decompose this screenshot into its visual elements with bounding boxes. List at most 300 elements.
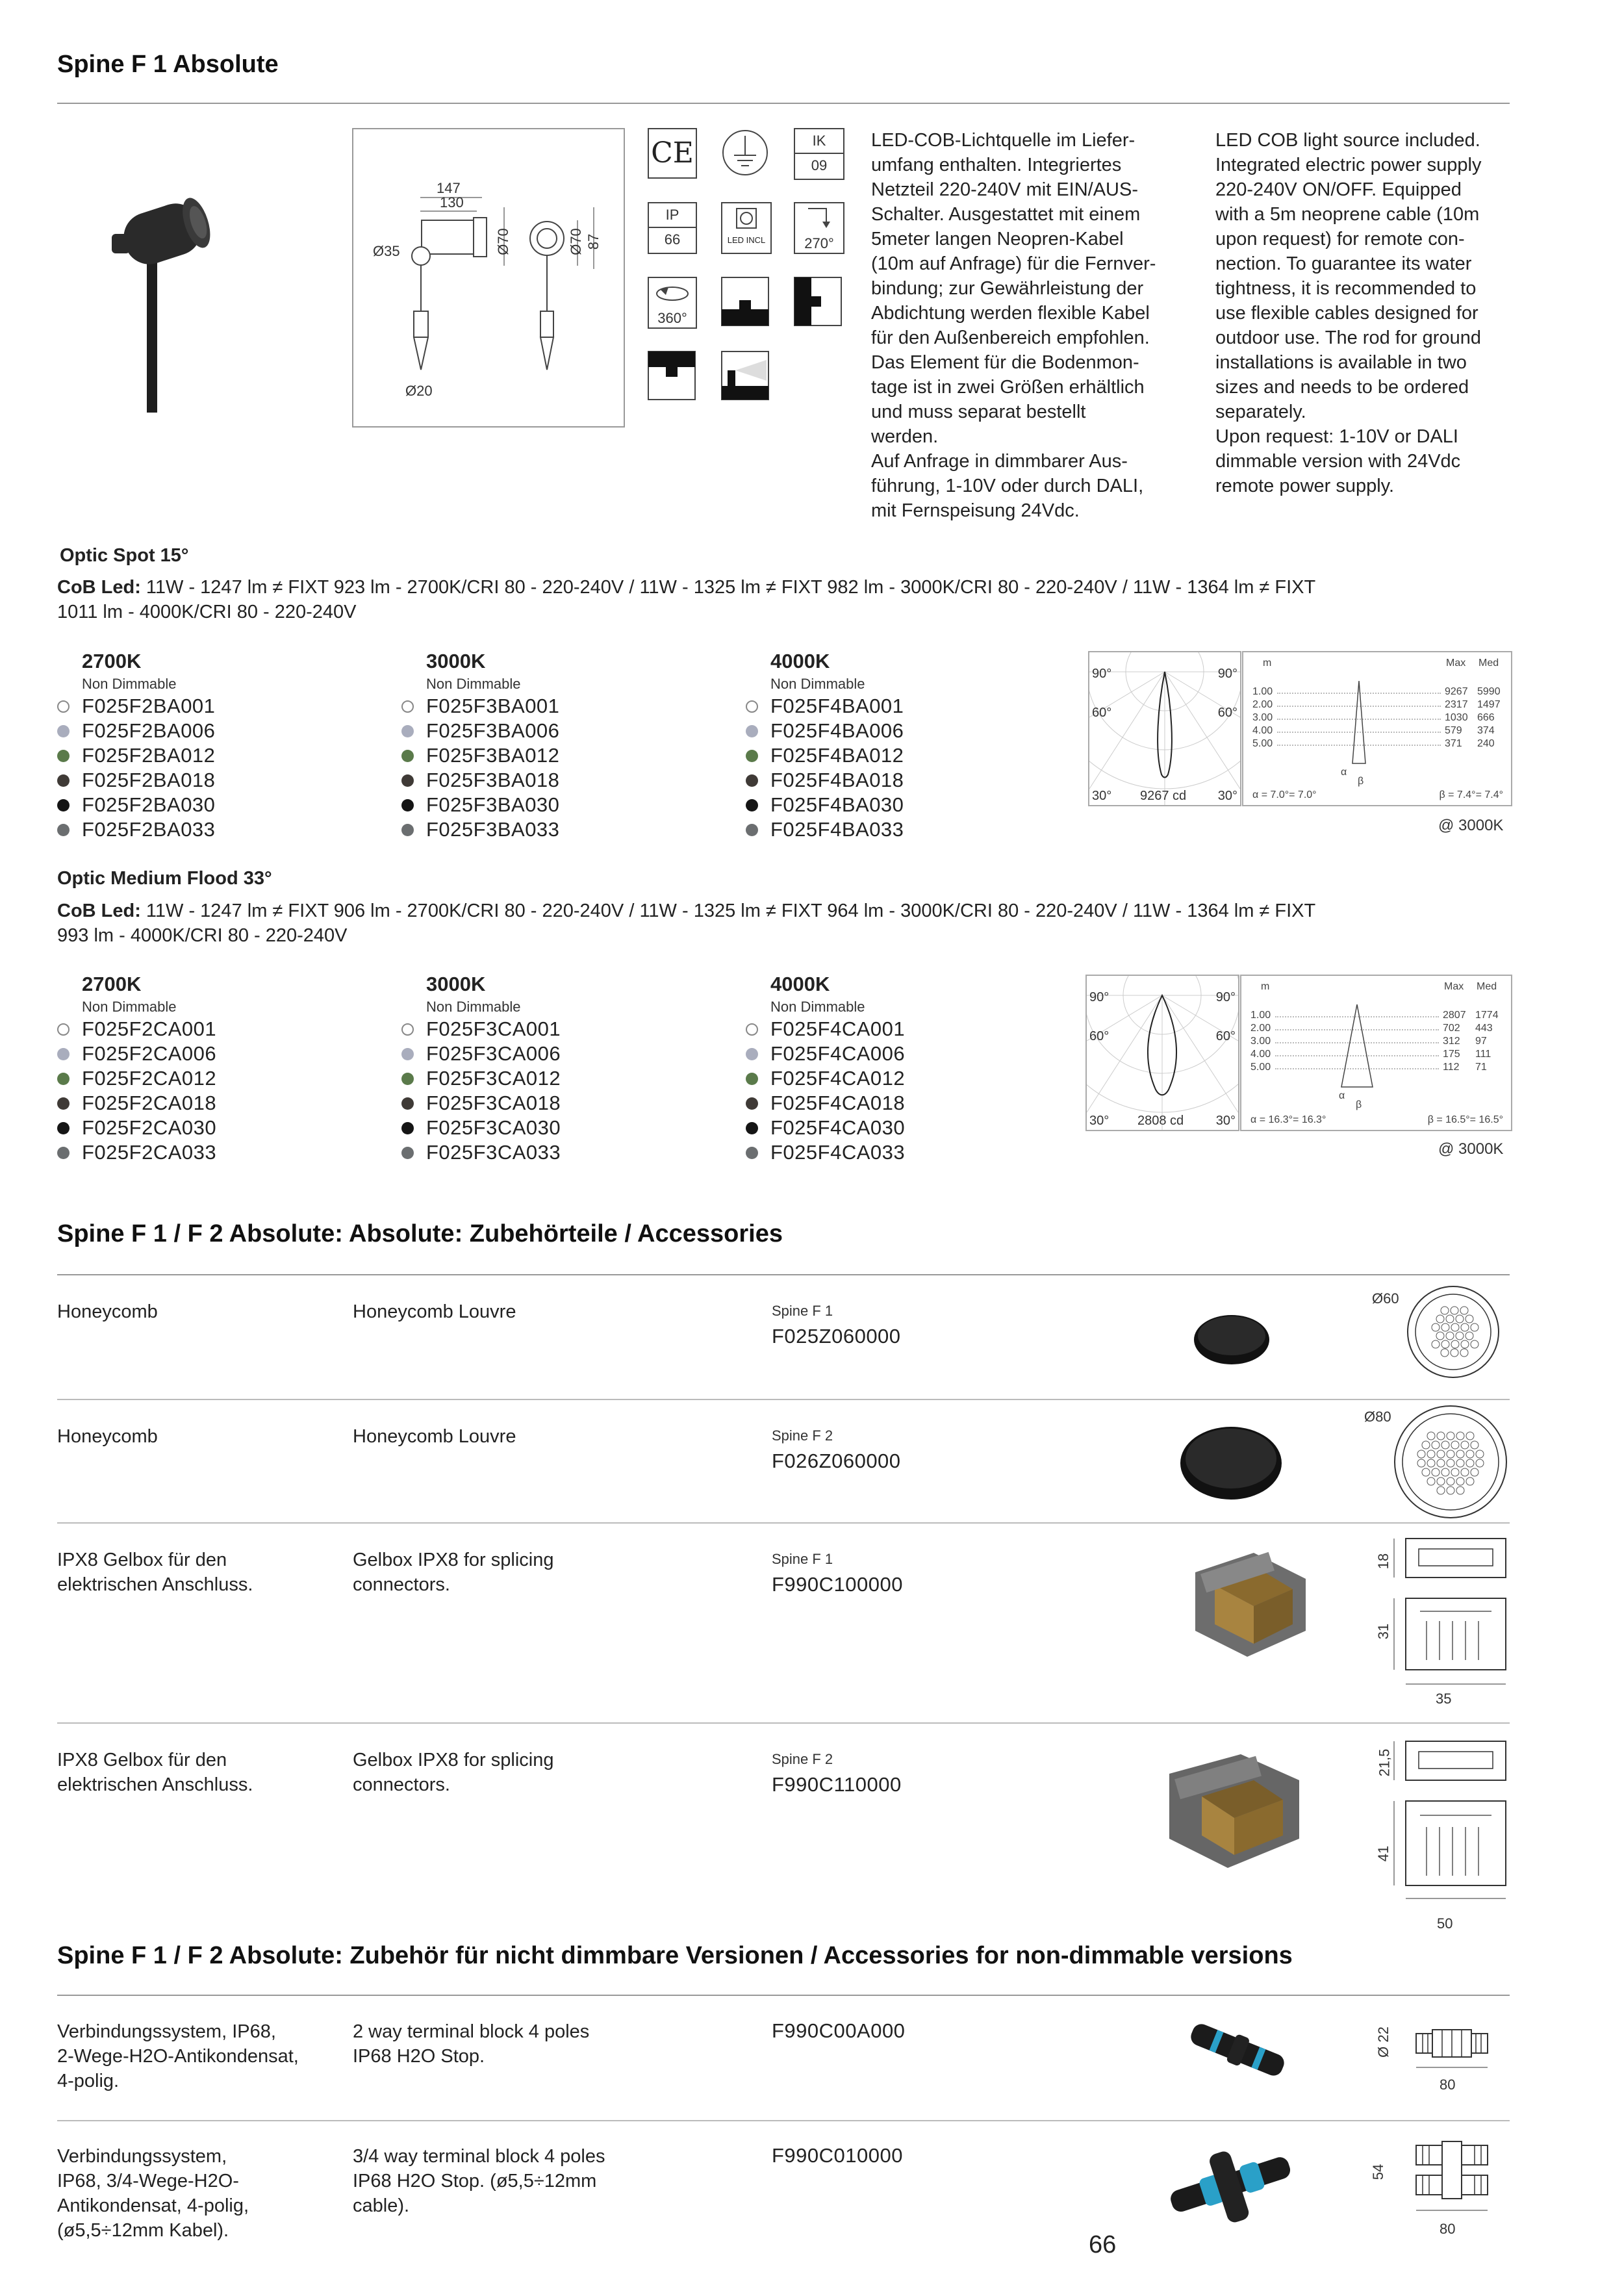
product-code-item xyxy=(57,719,215,743)
dim-label: Ø 22 xyxy=(1375,2026,1391,2058)
product-code-item xyxy=(57,1116,216,1140)
product-code-item xyxy=(401,1140,561,1165)
product-code: F025F2BA018 xyxy=(82,769,216,791)
acc-model: Spine F 2 xyxy=(772,1427,833,1444)
description-line: mit Fernspeisung 24Vdc. xyxy=(871,500,1080,521)
polar-diagram: 90° 90° 60° 60° 30° 30° 9267 cd xyxy=(1088,651,1241,806)
finish-color-swatch xyxy=(401,1023,414,1036)
table-distance: 5.00 xyxy=(1250,1062,1271,1073)
product-code: F025F4CA018 xyxy=(770,1092,906,1114)
beta-note: β = 16.5°= 16.5° xyxy=(1427,1114,1503,1125)
product-code: F025F2CA018 xyxy=(82,1092,217,1114)
description-line: separately. xyxy=(1215,402,1306,422)
product-code-item xyxy=(57,743,215,768)
terminal-block-drawing xyxy=(1397,2021,1507,2073)
dimming-label: Non Dimmable xyxy=(82,999,177,1015)
nd-code: F990C010000 xyxy=(772,2144,903,2167)
honeycomb-drawing xyxy=(1404,1283,1502,1381)
product-code: F025F2CA006 xyxy=(82,1042,217,1065)
description-line: Schalter. Ausgestattet mit einem xyxy=(871,204,1141,225)
acc-name-de: IPX8 Gelbox für den elektrischen Anschluss. xyxy=(57,1750,253,1795)
beta-note: β = 7.4°= 7.4° xyxy=(1439,789,1503,800)
acc-name-en: Honeycomb Louvre xyxy=(353,1301,516,1322)
finish-color-swatch xyxy=(746,1122,758,1134)
finish-color-swatch xyxy=(746,750,758,762)
dimming-label: Non Dimmable xyxy=(426,999,521,1015)
table-med-header: Med xyxy=(1477,981,1497,992)
description-line: führung, 1-10V oder durch DALI, xyxy=(871,476,1144,496)
nd-name-de xyxy=(57,2019,299,2093)
product-code-item xyxy=(57,1017,216,1041)
product-code-item xyxy=(746,719,904,743)
product-code-item xyxy=(746,817,904,842)
acc-model: Spine F 1 xyxy=(772,1551,833,1567)
dimming-label: Non Dimmable xyxy=(82,676,177,692)
product-code: F025F3CA006 xyxy=(426,1042,561,1065)
dim-label: 18 xyxy=(1375,1553,1392,1570)
table-max-header: Max xyxy=(1446,658,1466,669)
product-code-item xyxy=(57,1066,216,1091)
table-max: 2807 xyxy=(1443,1010,1466,1021)
rotation-360-icon: 360° xyxy=(648,277,697,329)
optic-title: Optic Spot 15° xyxy=(60,545,189,566)
description-line: umfang enthalten. Integriertes xyxy=(871,155,1122,175)
row-divider xyxy=(57,1522,1510,1524)
description-line: für den Außenbereich empfohlen. xyxy=(871,327,1150,348)
text-line: 4-polig. xyxy=(57,2071,120,2091)
mount-position-icon-3 xyxy=(648,351,696,400)
product-code: F025F4CA001 xyxy=(770,1017,906,1040)
product-code-item xyxy=(746,1091,905,1116)
product-code: F025F3CA001 xyxy=(426,1017,561,1040)
beta-symbol: β xyxy=(1358,776,1364,787)
dim-label: 50 xyxy=(1437,1915,1453,1932)
product-code: F025F2BA012 xyxy=(82,744,216,767)
product-code: F025F4BA033 xyxy=(770,818,904,841)
description-line: installations is available in two xyxy=(1215,352,1467,373)
description-line: Integrated electric power supply xyxy=(1215,155,1482,175)
table-max: 175 xyxy=(1443,1049,1460,1060)
table-max: 9267 xyxy=(1445,686,1468,697)
finish-color-swatch xyxy=(746,700,758,713)
product-code: F025F2BA001 xyxy=(82,695,216,717)
finish-color-swatch xyxy=(401,1097,414,1110)
nd-name-de xyxy=(57,2144,249,2243)
finish-color-swatch xyxy=(401,1147,414,1159)
description-en xyxy=(1215,128,1527,498)
product-code: F025F2CA033 xyxy=(82,1141,217,1164)
product-code: F025F3BA012 xyxy=(426,744,560,767)
mount-position-icon-2 xyxy=(794,277,842,326)
kelvin-label: 2700K xyxy=(82,650,142,672)
product-code-item xyxy=(57,694,215,719)
dim-label: 31 xyxy=(1375,1623,1392,1640)
code-column-3000k xyxy=(401,973,561,1165)
description-line: LED COB light source included. xyxy=(1215,130,1480,151)
product-code: F025F3CA012 xyxy=(426,1067,561,1090)
product-code: F025F2BA030 xyxy=(82,793,216,816)
product-code-item xyxy=(401,743,559,768)
finish-color-swatch xyxy=(401,774,414,787)
ground-symbol-icon xyxy=(721,128,769,177)
polar-diagram: 90° 90° 60° 60° 30° 30° 2808 cd xyxy=(1085,975,1239,1131)
product-code-item xyxy=(401,719,559,743)
table-med-header: Med xyxy=(1478,658,1499,669)
acc-model: Spine F 1 xyxy=(772,1303,833,1319)
code-column-3000k xyxy=(401,650,559,842)
alpha-note: α = 16.3°= 16.3° xyxy=(1250,1114,1326,1125)
text-line: IP68 H2O Stop. (ø5,5÷12mm xyxy=(353,2171,597,2191)
dim-label: Ø80 xyxy=(1364,1409,1391,1425)
gelbox-drawing xyxy=(1388,1533,1511,1696)
header-rule xyxy=(57,103,1510,104)
finish-color-swatch xyxy=(57,1023,70,1036)
finish-color-swatch xyxy=(401,799,414,811)
description-line: with a 5m neoprene cable (10m xyxy=(1215,204,1480,225)
acc-code: F026Z060000 xyxy=(772,1450,901,1472)
finish-color-swatch xyxy=(746,1147,758,1159)
row-divider xyxy=(57,2120,1510,2121)
finish-color-swatch xyxy=(401,824,414,836)
cob-led-line: CoB Led: 11W - 1247 lm ≠ FIXT 923 lm - 2700K/CRI 80 - 220-240V / 11W - 1325 lm ≠ FIXT 982 lm - 3000K/CRI 80 - 220-240V / 11W - 1364 lm ≠ FIXT 1011 lm - 4000K/CRI 80 - 220-240V xyxy=(57,577,1316,622)
product-code-item xyxy=(746,1116,905,1140)
description-line: LED-COB-Lichtquelle im Liefer- xyxy=(871,130,1136,151)
dim-70a: Ø70 xyxy=(494,228,511,255)
finish-color-swatch xyxy=(57,824,70,836)
product-code-item xyxy=(746,1041,905,1066)
table-med: 71 xyxy=(1475,1062,1487,1073)
light-cone-diagram xyxy=(1339,676,1378,773)
table-max-header: Max xyxy=(1444,981,1464,992)
product-code: F025F3BA033 xyxy=(426,818,560,841)
product-code: F025F4BA018 xyxy=(770,769,904,791)
dim-label: 80 xyxy=(1440,2076,1456,2093)
description-line: upon request) for remote con- xyxy=(1215,229,1465,249)
dim-label: 54 xyxy=(1370,2164,1387,2180)
dim-35: Ø35 xyxy=(373,243,400,259)
text-line: (ø5,5÷12mm Kabel). xyxy=(57,2220,229,2241)
product-code: F025F3CA030 xyxy=(426,1116,561,1139)
table-distance: 3.00 xyxy=(1252,712,1273,723)
finish-color-swatch xyxy=(57,1097,70,1110)
acc-code: F990C100000 xyxy=(772,1573,903,1596)
acc-code: F990C110000 xyxy=(772,1773,902,1796)
finish-color-swatch xyxy=(57,774,70,787)
table-med: 5990 xyxy=(1477,686,1501,697)
table-max: 702 xyxy=(1443,1023,1460,1034)
finish-color-swatch xyxy=(401,750,414,762)
mount-position-icon-1 xyxy=(721,277,769,326)
table-max: 312 xyxy=(1443,1036,1460,1047)
finish-color-swatch xyxy=(401,725,414,737)
finish-color-swatch xyxy=(57,1073,70,1085)
table-med: 374 xyxy=(1477,725,1495,736)
product-code-item xyxy=(57,793,215,817)
product-code-item xyxy=(746,1140,905,1165)
kelvin-label: 4000K xyxy=(770,973,830,995)
terminal-block-photo xyxy=(1182,2014,1293,2086)
product-code-item xyxy=(401,1091,561,1116)
alpha-symbol: α xyxy=(1341,767,1347,778)
illuminance-table xyxy=(1240,975,1512,1131)
description-line: Abdichtung werden flexible Kabel xyxy=(871,303,1150,324)
description-line: tage ist in zwei Größen erhältlich xyxy=(871,377,1145,398)
description-de xyxy=(871,128,1183,523)
kelvin-label: 3000K xyxy=(426,650,486,672)
alpha-note: α = 7.0°= 7.0° xyxy=(1252,789,1317,800)
description-line: tightness, it is recommended to xyxy=(1215,278,1477,299)
description-line: Das Element für die Bodenmon- xyxy=(871,352,1139,373)
nd-name-en xyxy=(353,2019,589,2069)
description-line: remote power supply. xyxy=(1215,476,1395,496)
beta-symbol: β xyxy=(1356,1099,1362,1110)
acc-name-de: IPX8 Gelbox für den elektrischen Anschluss. xyxy=(57,1550,253,1595)
led-incl-icon: LED INCL xyxy=(721,202,772,254)
section-rule xyxy=(57,1995,1510,1996)
text-line: Verbindungssystem, IP68, xyxy=(57,2021,276,2042)
acc-name-en: Honeycomb Louvre xyxy=(353,1426,516,1447)
kelvin-label: 3000K xyxy=(426,973,486,995)
product-code-item xyxy=(401,694,559,719)
dim-label: 21,5 xyxy=(1376,1748,1393,1777)
product-code-item xyxy=(401,1116,561,1140)
kelvin-label: 4000K xyxy=(770,650,830,672)
product-code: F025F2CA001 xyxy=(82,1017,217,1040)
dim-label: 41 xyxy=(1375,1845,1392,1862)
honeycomb-photo xyxy=(1179,1423,1283,1501)
dim-147: 147 xyxy=(437,180,461,196)
product-code-item xyxy=(746,1066,905,1091)
product-code-item xyxy=(401,1066,561,1091)
description-line: nection. To guarantee its water xyxy=(1215,253,1472,274)
finish-color-swatch xyxy=(401,1073,414,1085)
dimming-label: Non Dimmable xyxy=(426,676,521,692)
table-distance: 4.00 xyxy=(1252,725,1273,736)
finish-color-swatch xyxy=(746,1097,758,1110)
product-code: F025F3CA033 xyxy=(426,1141,561,1164)
description-line: 220-240V ON/OFF. Equipped xyxy=(1215,179,1462,200)
product-code: F025F4CA033 xyxy=(770,1141,906,1164)
text-line: 2-Wege-H2O-Antikondensat, xyxy=(57,2046,299,2067)
description-line: werden. xyxy=(871,426,939,447)
finish-color-swatch xyxy=(746,725,758,737)
product-code: F025F4BA012 xyxy=(770,744,904,767)
row-divider xyxy=(57,1399,1510,1400)
table-med: 443 xyxy=(1475,1023,1493,1034)
product-code-item xyxy=(57,1140,216,1165)
honeycomb-drawing xyxy=(1392,1403,1509,1520)
table-distance: 2.00 xyxy=(1250,1023,1271,1034)
table-max: 1030 xyxy=(1445,712,1468,723)
acc-name-en: Gelbox IPX8 for splicing connectors. xyxy=(353,1750,554,1795)
ik-rating: IK 09 xyxy=(794,128,844,180)
table-distance: 3.00 xyxy=(1250,1036,1271,1047)
finish-color-swatch xyxy=(57,750,70,762)
cob-led-line: CoB Led: 11W - 1247 lm ≠ FIXT 906 lm - 2700K/CRI 80 - 220-240V / 11W - 1325 lm ≠ FIXT 964 lm - 3000K/CRI 80 - 220-240V / 11W - 1364 lm ≠ FIXT 993 lm - 4000K/CRI 80 - 220-240V xyxy=(57,901,1316,946)
terminal-block-photo xyxy=(1163,2144,1299,2229)
section-title-accessories: Spine F 1 / F 2 Absolute: Absolute: Zubehörteile / Accessories xyxy=(57,1220,783,1247)
gelbox-photo xyxy=(1163,1741,1306,1871)
honeycomb-photo xyxy=(1193,1311,1271,1364)
table-med: 1774 xyxy=(1475,1010,1499,1021)
table-unit: m xyxy=(1261,981,1270,992)
product-code: F025F2BA006 xyxy=(82,719,216,742)
text-line: 3/4 way terminal block 4 poles xyxy=(353,2146,605,2167)
finish-color-swatch xyxy=(57,1147,70,1159)
product-code: F025F4BA006 xyxy=(770,719,904,742)
acc-name-en: Gelbox IPX8 for splicing connectors. xyxy=(353,1550,554,1595)
product-code: F025F3BA030 xyxy=(426,793,560,816)
product-code: F025F2CA012 xyxy=(82,1067,217,1090)
description-line: Upon request: 1-10V or DALI xyxy=(1215,426,1458,447)
acc-code: F025Z060000 xyxy=(772,1325,901,1348)
product-code-item xyxy=(57,817,215,842)
technical-drawing xyxy=(352,128,625,428)
dim-70b: Ø70 xyxy=(567,228,584,255)
product-code-item xyxy=(401,1041,561,1066)
rotation-270-icon: 270° xyxy=(794,202,844,254)
dimming-label: Non Dimmable xyxy=(770,676,865,692)
product-code-item xyxy=(57,768,215,793)
section-rule xyxy=(57,1274,1510,1275)
product-code: F025F4CA030 xyxy=(770,1116,906,1139)
product-code: F025F4BA001 xyxy=(770,695,904,717)
text-line: cable). xyxy=(353,2195,410,2216)
acc-model: Spine F 2 xyxy=(772,1751,833,1767)
code-column-2700k xyxy=(57,650,215,842)
finish-color-swatch xyxy=(57,799,70,811)
table-max: 112 xyxy=(1443,1062,1460,1073)
product-photo xyxy=(104,182,221,416)
table-max: 371 xyxy=(1445,738,1462,749)
finish-color-swatch xyxy=(746,774,758,787)
finish-color-swatch xyxy=(57,1122,70,1134)
dim-label: Ø60 xyxy=(1372,1290,1399,1307)
measurement-temp: @ 3000K xyxy=(1438,817,1504,834)
illuminance-table xyxy=(1242,651,1512,806)
row-divider xyxy=(57,1722,1510,1724)
product-code: F025F4CA012 xyxy=(770,1067,906,1090)
table-med: 666 xyxy=(1477,712,1495,723)
table-med: 111 xyxy=(1475,1049,1491,1060)
table-med: 1497 xyxy=(1477,699,1501,710)
dim-20: Ø20 xyxy=(405,383,433,399)
description-line: outdoor use. The rod for ground xyxy=(1215,327,1481,348)
code-column-4000k xyxy=(746,650,904,842)
product-code: F025F2BA033 xyxy=(82,818,216,841)
product-code: F025F4BA030 xyxy=(770,793,904,816)
finish-color-swatch xyxy=(57,1048,70,1060)
product-code-item xyxy=(746,743,904,768)
finish-color-swatch xyxy=(746,1023,758,1036)
measurement-temp: @ 3000K xyxy=(1438,1140,1504,1158)
code-column-4000k xyxy=(746,973,905,1165)
text-line: Verbindungssystem, xyxy=(57,2146,227,2167)
code-column-2700k xyxy=(57,973,216,1165)
gelbox-drawing xyxy=(1388,1736,1511,1911)
description-line: use flexible cables designed for xyxy=(1215,303,1478,324)
finish-color-swatch xyxy=(746,1048,758,1060)
finish-color-swatch xyxy=(746,1073,758,1085)
description-line: 5meter langen Neopren-Kabel xyxy=(871,229,1124,249)
table-max: 579 xyxy=(1445,725,1462,736)
product-code-item xyxy=(401,768,559,793)
text-line: 2 way terminal block 4 poles xyxy=(353,2021,590,2042)
product-code-item xyxy=(57,1041,216,1066)
product-code: F025F3CA018 xyxy=(426,1092,561,1114)
dim-87: 87 xyxy=(585,233,602,250)
product-code-item xyxy=(746,1017,905,1041)
product-code-item xyxy=(746,768,904,793)
finish-color-swatch xyxy=(746,799,758,811)
product-code: F025F3BA001 xyxy=(426,695,560,717)
dim-label: 80 xyxy=(1440,2221,1456,2237)
product-code: F025F2CA030 xyxy=(82,1116,217,1139)
product-code: F025F3BA018 xyxy=(426,769,560,791)
product-code-item xyxy=(746,694,904,719)
table-distance: 4.00 xyxy=(1250,1049,1271,1060)
acc-name-de: Honeycomb xyxy=(57,1301,158,1322)
mount-position-icon-4 xyxy=(721,351,769,400)
description-line: Netzteil 220-240V mit EIN/AUS- xyxy=(871,179,1138,200)
product-code-item xyxy=(401,1017,561,1041)
finish-color-swatch xyxy=(57,725,70,737)
nd-name-en xyxy=(353,2144,605,2218)
page-title: Spine F 1 Absolute xyxy=(57,51,279,78)
light-cone-diagram xyxy=(1338,999,1377,1097)
nd-code: F990C00A000 xyxy=(772,2019,906,2042)
ip-rating: IP 66 xyxy=(648,202,697,254)
dim-130: 130 xyxy=(440,194,464,211)
table-med: 240 xyxy=(1477,738,1495,749)
product-code-item xyxy=(401,817,559,842)
table-max: 2317 xyxy=(1445,699,1468,710)
gelbox-photo xyxy=(1182,1533,1312,1663)
dimming-label: Non Dimmable xyxy=(770,999,865,1015)
text-line: Antikondensat, 4-polig, xyxy=(57,2195,249,2216)
description-line: Auf Anfrage in dimmbarer Aus- xyxy=(871,451,1128,472)
finish-color-swatch xyxy=(401,700,414,713)
section-title-nondimmable: Spine F 1 / F 2 Absolute: Zubehör für nicht dimmbare Versionen / Accessories for non-dimmable versions xyxy=(57,1942,1293,1969)
terminal-block-drawing xyxy=(1397,2138,1507,2216)
table-distance: 2.00 xyxy=(1252,699,1273,710)
product-code: F025F4CA006 xyxy=(770,1042,906,1065)
product-code-item xyxy=(746,793,904,817)
table-distance: 1.00 xyxy=(1252,686,1273,697)
product-code-item xyxy=(57,1091,216,1116)
acc-name-de: Honeycomb xyxy=(57,1426,158,1447)
table-distance: 1.00 xyxy=(1250,1010,1271,1021)
table-med: 97 xyxy=(1475,1036,1487,1047)
kelvin-label: 2700K xyxy=(82,973,142,995)
product-code-item xyxy=(401,793,559,817)
finish-color-swatch xyxy=(57,700,70,713)
optic-title: Optic Medium Flood 33° xyxy=(57,868,272,889)
description-line: (10m auf Anfrage) für die Fernver- xyxy=(871,253,1156,274)
dim-label: 35 xyxy=(1436,1691,1452,1707)
ce-mark-icon: CE xyxy=(648,128,697,179)
description-line: dimmable version with 24Vdc xyxy=(1215,451,1461,472)
alpha-symbol: α xyxy=(1339,1090,1345,1101)
table-distance: 5.00 xyxy=(1252,738,1273,749)
description-line: sizes and needs to be ordered xyxy=(1215,377,1469,398)
description-line: und muss separat bestellt xyxy=(871,402,1086,422)
table-unit: m xyxy=(1263,658,1272,669)
product-code: F025F3BA006 xyxy=(426,719,560,742)
finish-color-swatch xyxy=(746,824,758,836)
text-line: IP68 H2O Stop. xyxy=(353,2046,485,2067)
page-number: 66 xyxy=(1089,2231,1117,2258)
